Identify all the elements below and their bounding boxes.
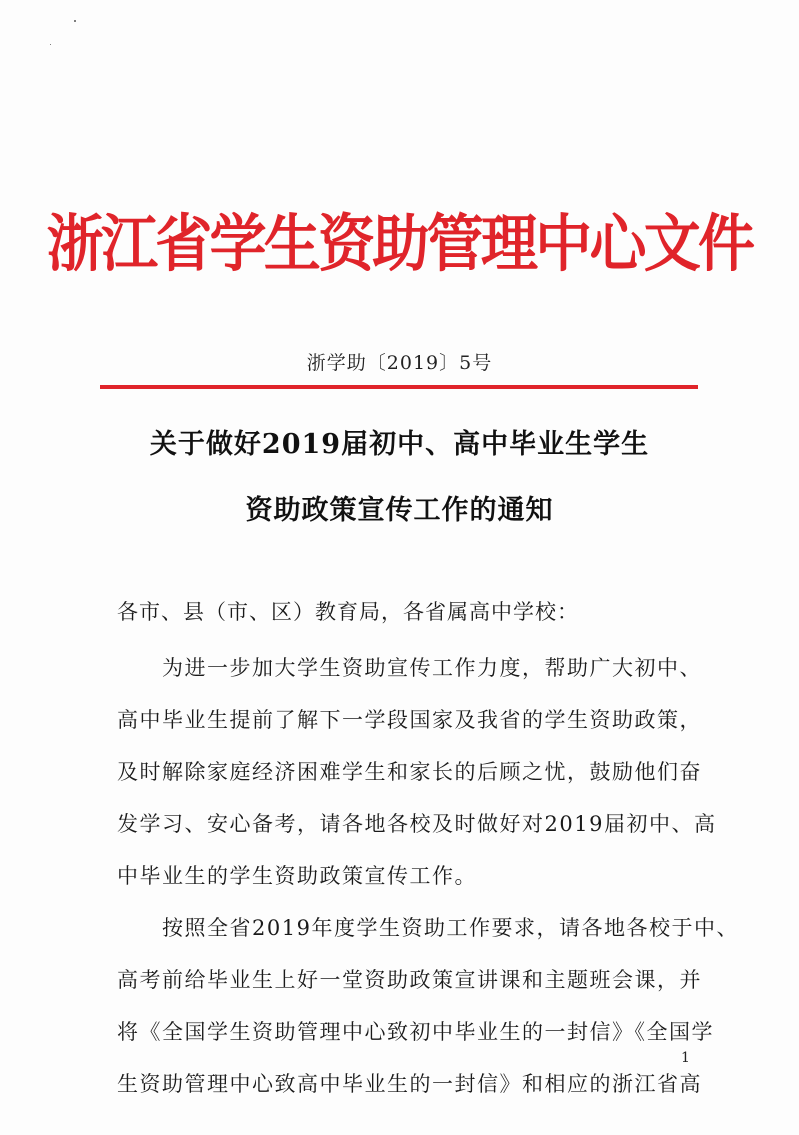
red-divider [100, 385, 698, 389]
paragraph-1-line-5: 中毕业生的学生资助政策宣传工作。 [117, 864, 477, 888]
paragraph-2-line-2: 高考前给毕业生上好一堂资助政策宣讲课和主题班会课，并 [117, 968, 702, 992]
paragraph-2-line-4: 生资助管理中心致高中毕业生的一封信》和相应的浙江省高 [117, 1072, 702, 1096]
paragraph-2-line-3: 将《全国学生资助管理中心致初中毕业生的一封信》《全国学 [117, 1020, 714, 1044]
header-title: 浙江省学生资助管理中心文件 [46, 207, 753, 280]
paragraph-2-line-1: 按照全省2019年度学生资助工作要求，请各地各校于中、 [117, 916, 739, 940]
notice-title-line-1: 关于做好2019届初中、高中毕业生学生 [149, 429, 650, 460]
notice-title-line-2: 资助政策宣传工作的通知 [245, 495, 554, 526]
document-number: 浙学助〔2019〕5号 [306, 352, 493, 374]
paragraph-1-line-1: 为进一步加大学生资助宣传工作力度，帮助广大初中、 [117, 656, 702, 680]
paragraph-1-line-2: 高中毕业生提前了解下一学段国家及我省的学生资助政策， [117, 708, 702, 732]
salutation: 各市、县（市、区）教育局，各省属高中学校： [117, 600, 579, 624]
paragraph-1-line-3: 及时解除家庭经济困难学生和家长的后顾之忧，鼓励他们奋 [117, 760, 702, 784]
page-number: 1 [681, 1050, 690, 1066]
paragraph-1-line-4: 发学习、安心备考，请各地各校及时做好对2019届初中、高 [117, 812, 717, 836]
